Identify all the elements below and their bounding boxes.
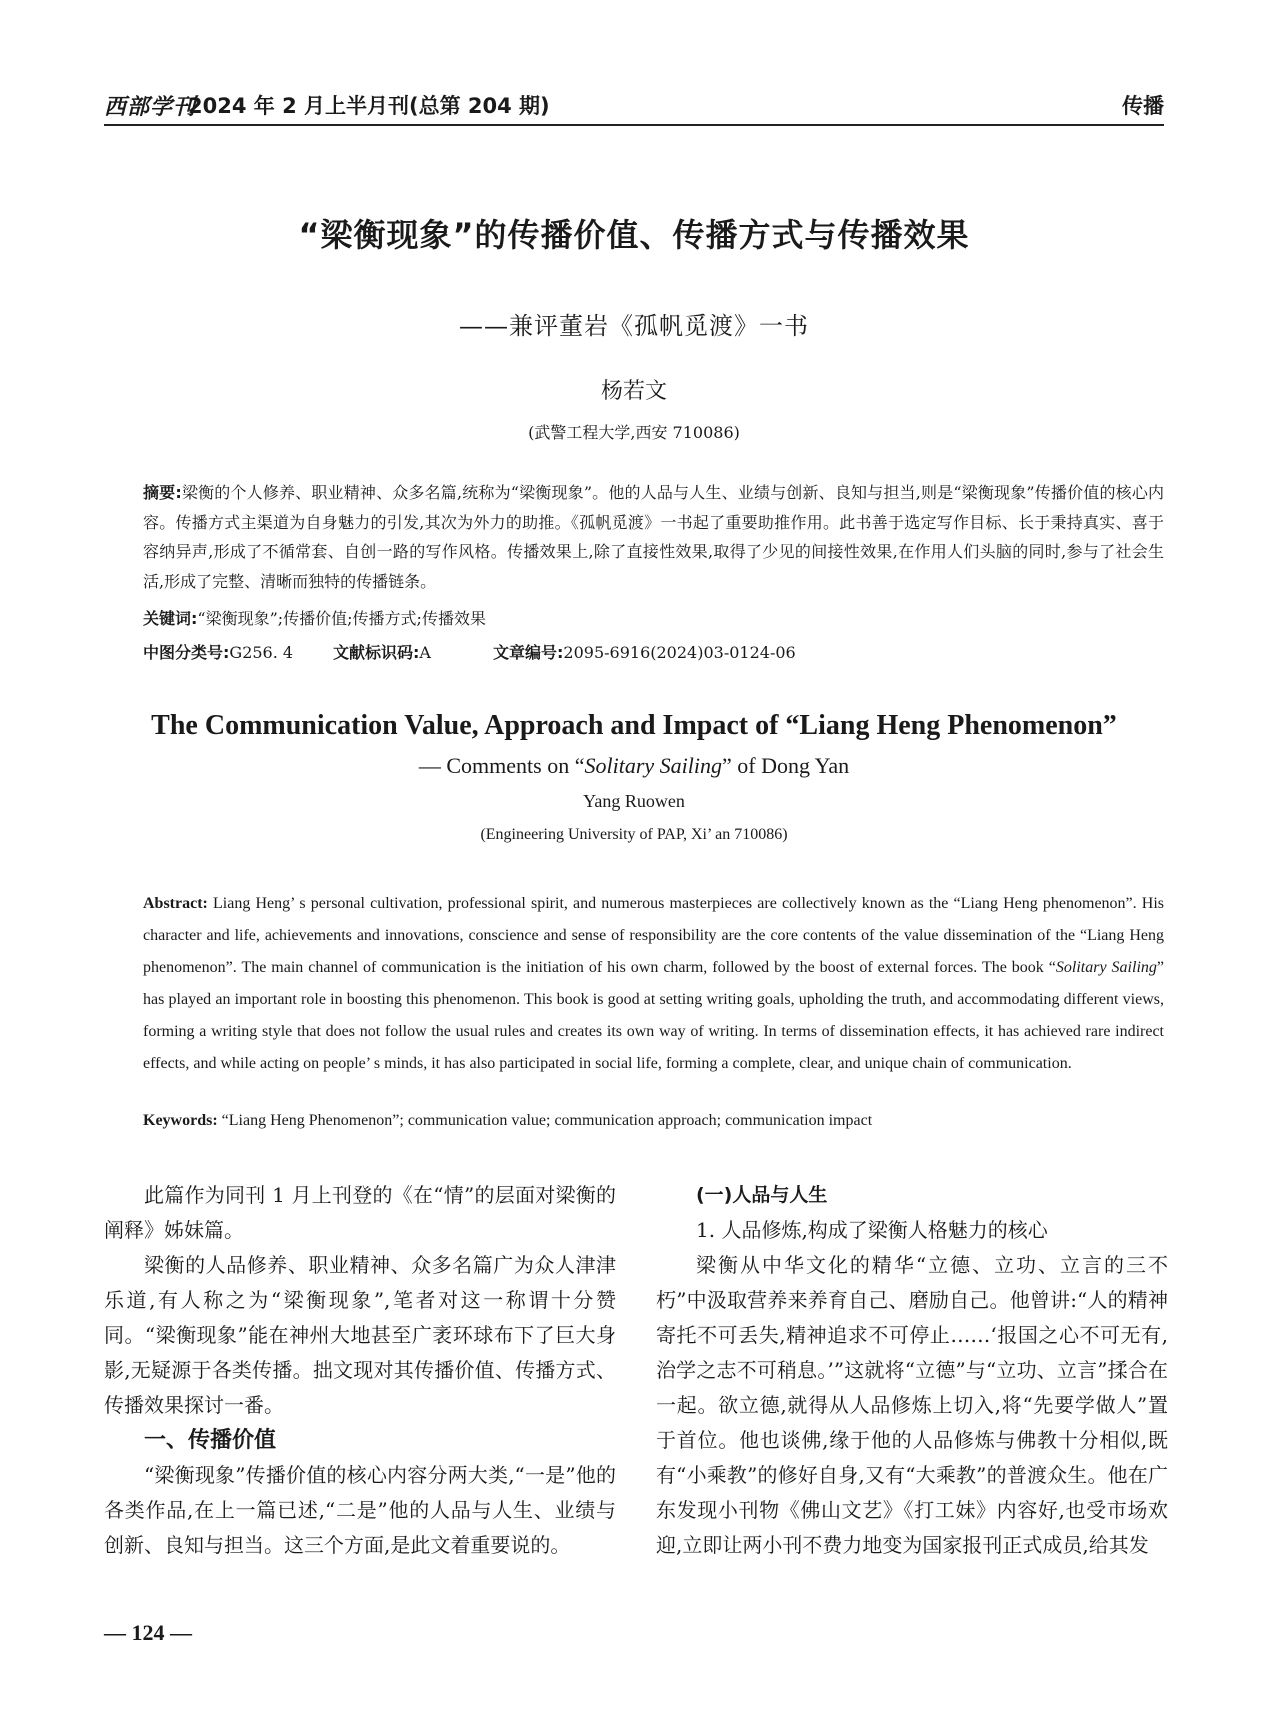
keywords-en-label: Keywords: (143, 1112, 218, 1129)
article-title-cn: “梁衡现象”的传播价值、传播方式与传播效果 (298, 216, 970, 254)
affiliation-en: (Engineering University of PAP, Xi’ an 710086) (480, 826, 788, 843)
article-subtitle-cn: ——兼评董岩《孤帆觅渡》一书 (459, 312, 809, 340)
keywords-cn-text: “梁衡现象”;传播价值;传播方式;传播效果 (197, 609, 486, 628)
abstract-cn-label: 摘要: (143, 483, 182, 502)
doc-label: 文献标识码: (333, 643, 420, 662)
subsection-heading: (一)人品与人生 (696, 1184, 828, 1206)
subsubsection-heading: 1. 人品修炼,构成了梁衡人格魅力的核心 (696, 1218, 1048, 1242)
clc-value: G256. 4 (229, 643, 294, 662)
author-name-cn: 杨若文 (600, 379, 667, 404)
body-paragraph: 梁衡的人品修养、职业精神、众多名篇广为众人津津乐道,有人称之为“梁衡现象”,笔者对这一称谓十分赞同。“梁衡现象”能在神州大地甚至广袤环球布下了巨大身影,无疑源于各类传播。拙文现对其传播价值、传播方式、传播效果探讨一番。 (104, 1253, 616, 1417)
article-number (493, 640, 796, 663)
doc-value: A (419, 643, 431, 662)
author-name-en: Yang Ruowen (583, 791, 685, 811)
journal-logo: 西部学刊 (104, 94, 197, 120)
body-paragraph: “梁衡现象”传播价值的核心内容分两大类,“一是”他的各类作品,在上一篇已述,“二是”他的人品与人生、业绩与创新、良知与担当。这三个方面,是此文着重要说的。 (104, 1463, 616, 1557)
abstract-en-part1: Liang Heng’ s personal cultivation, professional spirit, and numerous masterpieces are collectively known as the “Liang Heng phenomenon”. His character and life, achievements and innovations, conscience and sense of responsibility are the core contents of the value dissemination of the “Liang Heng phenomenon”. The main channel of communication is the initiation of his own charm, followed by the boost of external forces. The book “ (143, 895, 1165, 976)
abstract-en (143, 888, 1164, 1080)
affiliation-cn: (武警工程大学,西安 710086) (528, 423, 740, 442)
document-code (333, 640, 431, 663)
clc-number (143, 640, 293, 663)
abstract-en-book: Solitary Sailing (1055, 959, 1157, 976)
classification-line (143, 640, 1164, 664)
body-column-right (656, 1178, 1168, 1563)
subtitle-en-suffix: ” of Dong Yan (721, 753, 850, 778)
body-paragraph: 此篇作为同刊 1 月上刊登的《在“情”的层面对梁衡的阐释》姊妹篇。 (104, 1183, 616, 1242)
keywords-cn-label: 关键词: (143, 609, 198, 628)
body-paragraph: 梁衡从中华文化的精华“立德、立功、立言的三不朽”中汲取营养来养育自己、磨励自己。他曾讲:“人的精神寄托不可丢失,精神追求不可停止……‘报国之心不可无有,治学之志不可稍息。’”这就将“立德”与“立功、立言”揉合在一起。欲立德,就得从人品修炼上切入,将“先要学做人”置于首位。他也谈佛,缘于他的人品修炼与佛教十分相似,既有“小乘教”的修好自身,又有“大乘教”的普渡众生。他在广东发现小刊物《佛山文艺》《打工妹》内容好,也受市场欢迎,立即让两小刊不费力地变为国家报刊正式成员,给其发 (656, 1253, 1168, 1557)
section-name: 传播 (1122, 94, 1164, 118)
abstract-en-part2: ” has played an important role in boosting this phenomenon. This book is good at setting writing goals, upholding the truth, and accommodating different views, forming a writing style that does not follow the usual rules and creates its own way of writing. In terms of dissemination effects, it has achieved rare indirect effects, and while acting on people’ s minds, it has also participated in social life, forming a complete, clear, and unique chain of communication. (143, 959, 1165, 1072)
running-header (104, 88, 1164, 126)
keywords-en-text: “Liang Heng Phenomenon”; communication value; communication approach; communication impact (221, 1112, 873, 1129)
journal-issue: 2024 年 2 月上半月刊(总第 204 期) (188, 94, 550, 118)
article-label: 文章编号: (493, 643, 564, 662)
article-subtitle-en (0, 753, 1268, 779)
abstract-cn-text: 梁衡的个人修养、职业精神、众多名篇,统称为“梁衡现象”。他的人品与人生、业绩与创新、良知与担当,则是“梁衡现象”传播价值的核心内容。传播方式主渠道为自身魅力的引发,其次为外力的助推。《孤帆觅渡》一书起了重要助推作用。此书善于选定写作目标、长于秉持真实、喜于容纳异声,形成了不循常套、自创一路的写作风格。传播效果上,除了直接性效果,取得了少见的间接性效果,在作用人们头脑的同时,参与了社会生活,形成了完整、清晰而独特的传播链条。 (143, 483, 1164, 591)
keywords-cn (143, 606, 1164, 629)
section-heading: 一、传播价值 (144, 1428, 277, 1453)
body-column-left (104, 1178, 616, 1563)
article-title-en: The Communication Value, Approach and Impact of “Liang Heng Phenomenon” (151, 710, 1117, 741)
page-number: — 124 — (104, 1620, 192, 1645)
keywords-en (143, 1112, 1164, 1130)
subtitle-en-prefix: — Comments on “ (418, 753, 585, 778)
abstract-en-label: Abstract: (143, 895, 208, 912)
article-value: 2095-6916(2024)03-0124-06 (563, 643, 796, 662)
clc-label: 中图分类号: (143, 643, 230, 662)
abstract-cn (143, 478, 1164, 596)
subtitle-en-book: Solitary Sailing (584, 753, 722, 778)
